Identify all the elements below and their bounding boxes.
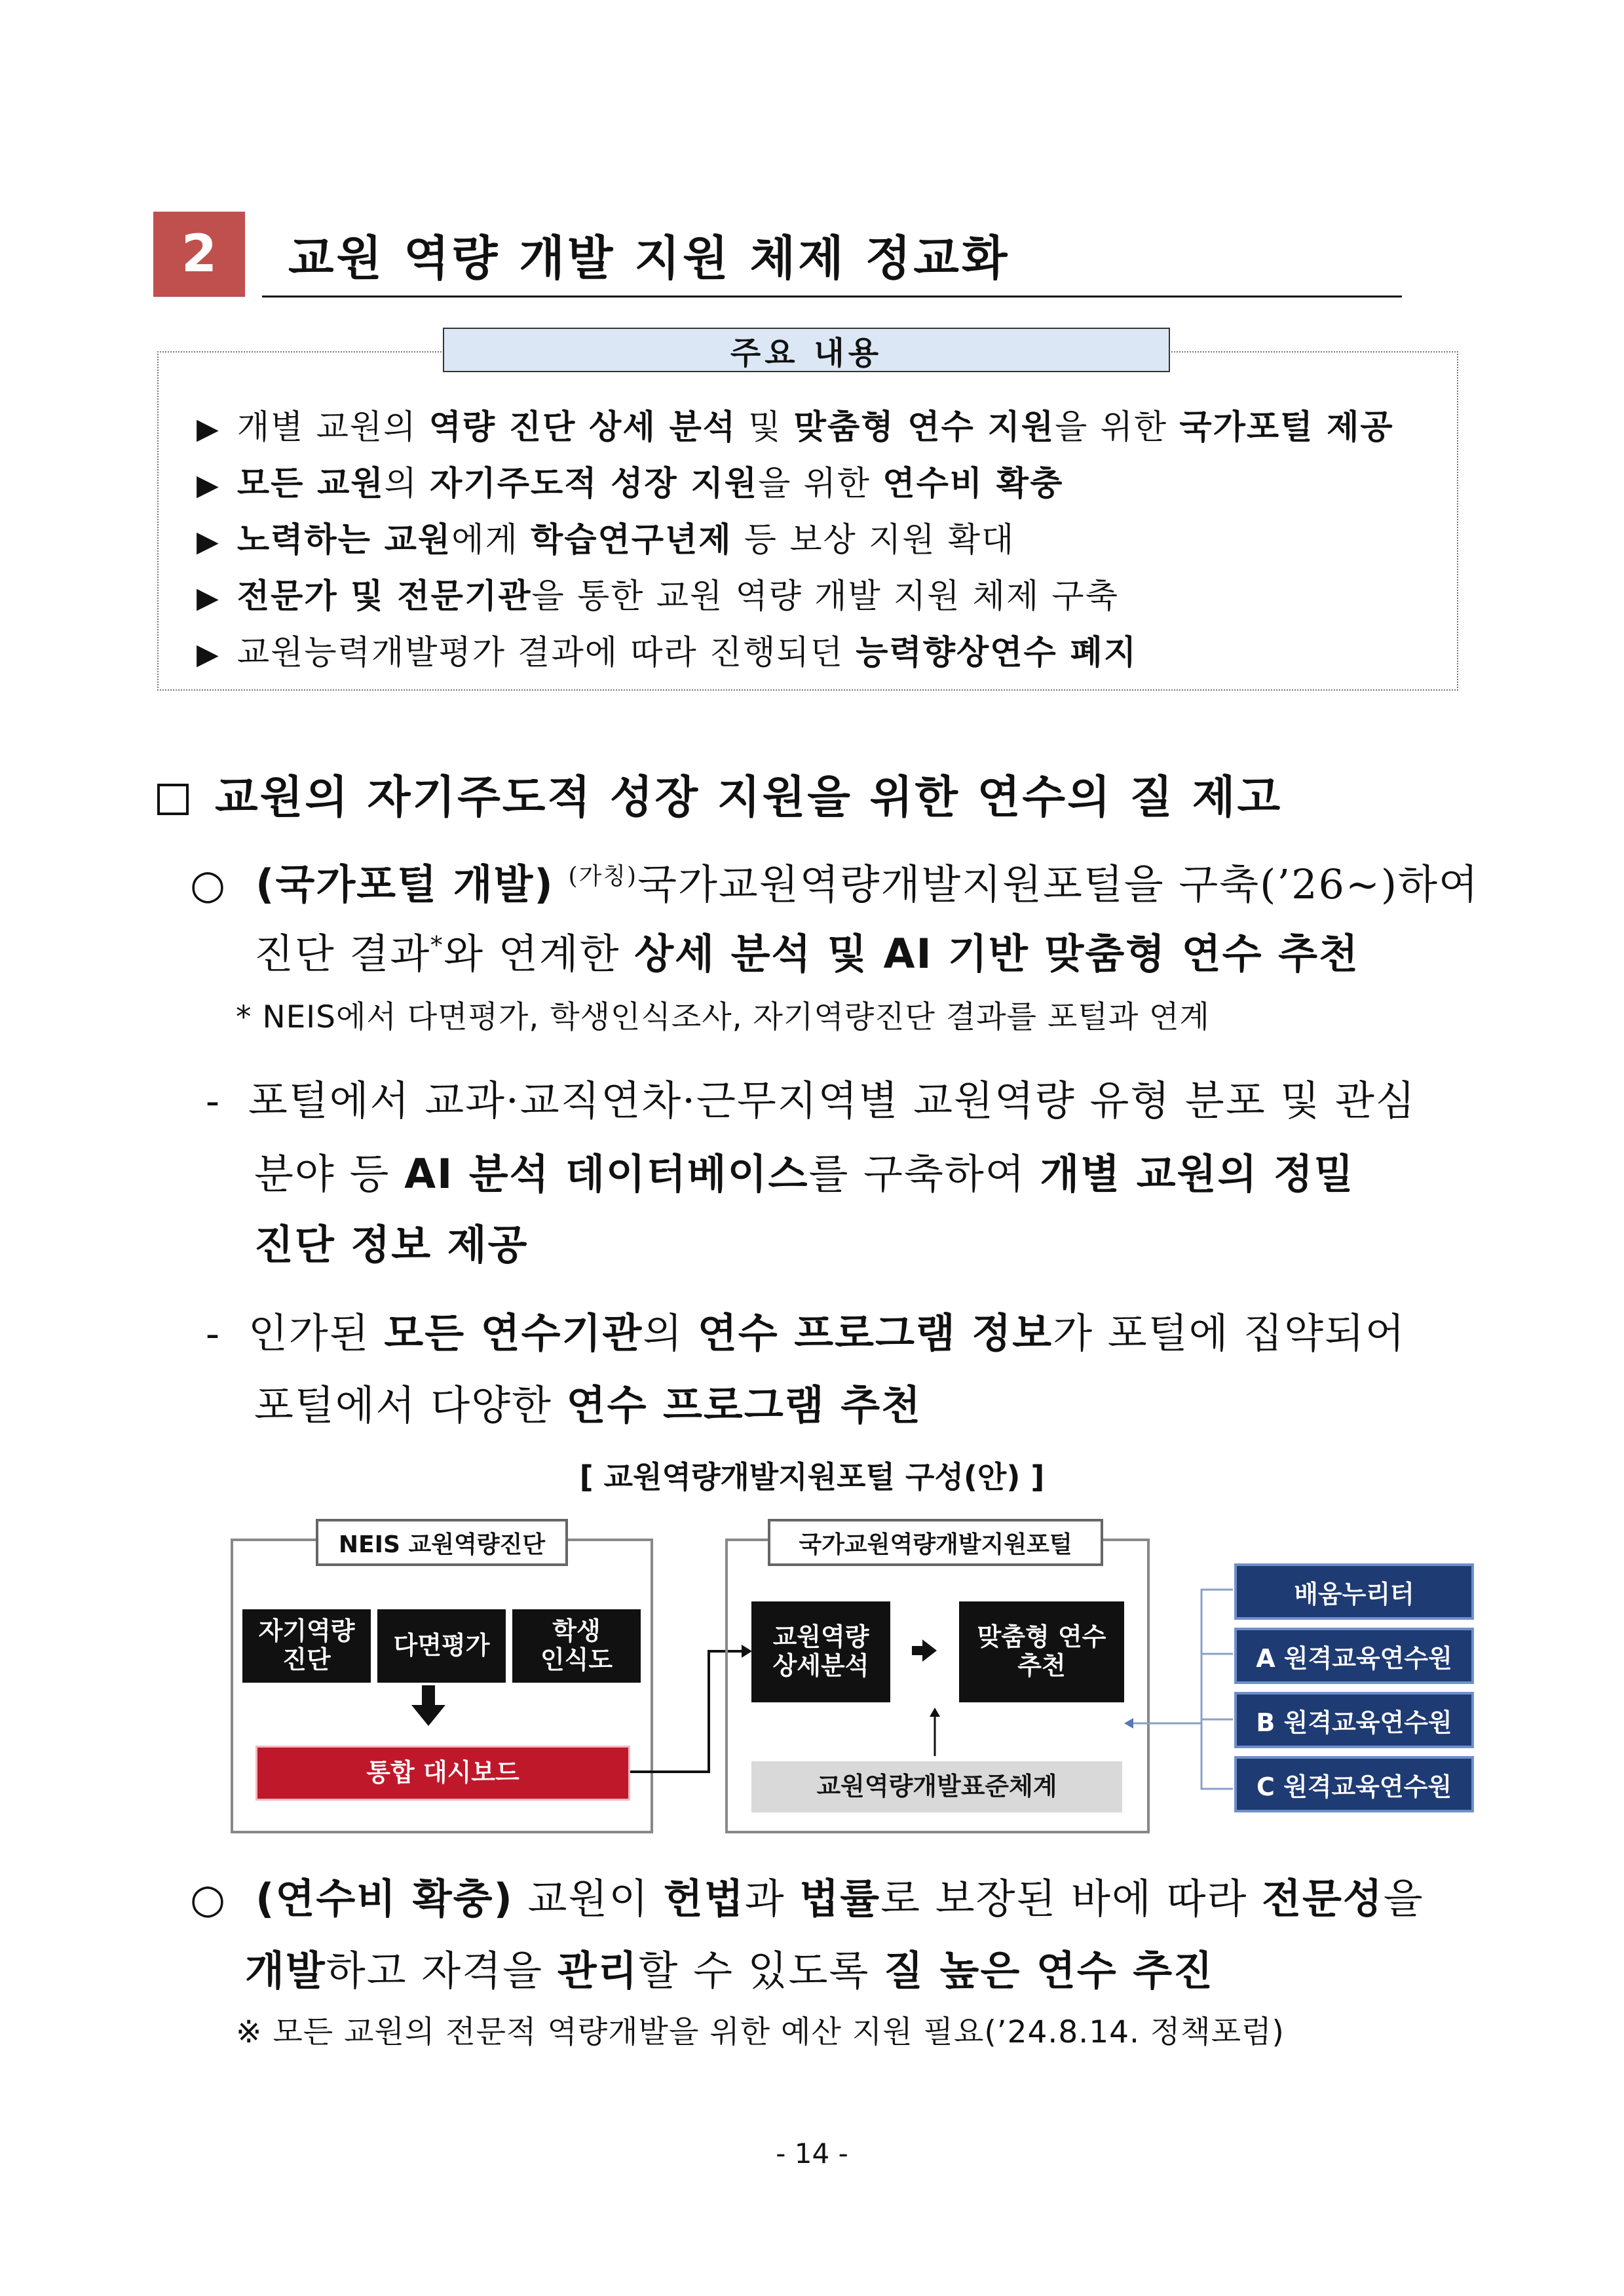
down-arrow-icon <box>409 1685 448 1727</box>
subsection-heading: 교원의 자기주도적 성장 지원을 위한 연수의 질 제고 <box>157 762 1282 826</box>
diagram-caption: [ 교원역량개발지원포털 구성(안) ] <box>579 1459 1045 1495</box>
para2-line2: 개발하고 자격을 관리할 수 있도록 질 높은 연수 추진 <box>245 1947 1215 1995</box>
triangle-bullet-icon: ▶ <box>197 469 220 502</box>
dash1-line2: 분야 등 AI 분석 데이터베이스를 구축하여 개별 교원의 정밀 <box>254 1150 1355 1198</box>
summary-item: ▶ 노력하는 교원에게 학습연구년제 등 보상 지원 확대 <box>197 521 1015 560</box>
dash2-line1: - 인가된 모든 연수기관의 연수 프로그램 정보가 포털에 집약되어 <box>206 1309 1406 1357</box>
summary-item: ▶ 전문가 및 전문기관을 통한 교원 역량 개발 지원 체제 구축 <box>197 577 1119 616</box>
provider-c: C 원격교육연수원 <box>1234 1756 1474 1812</box>
right-arrow-icon <box>912 1637 938 1666</box>
portal-diagram <box>231 1507 1475 1835</box>
dash1-line3: 진단 정보 제공 <box>254 1221 529 1269</box>
summary-item: ▶ 모든 교원의 자기주도적 성장 지원을 위한 연수비 확충 <box>197 465 1064 503</box>
provider-connector-icon <box>1122 1580 1239 1816</box>
summary-title: 주요 내용 <box>443 328 1170 372</box>
provider-baeumnuriteo: 배움누리터 <box>1234 1563 1474 1620</box>
standard-system-block: 교원역량개발표준체계 <box>751 1761 1122 1812</box>
triangle-bullet-icon: ▶ <box>197 412 220 446</box>
para2-line1: ○ (연수비 확충) 교원이 헌법과 법률로 보장된 바에 따라 전문성을 <box>190 1875 1424 1923</box>
para1-footnote: * NEIS에서 다면평가, 학생인식조사, 자기역량진단 결과를 포털과 연계 <box>236 999 1210 1035</box>
para2-footnote: ※ 모든 교원의 전문적 역량개발을 위한 예산 지원 필요(’24.8.14. 정책포럼) <box>236 2014 1285 2050</box>
provider-a: A 원격교육연수원 <box>1234 1628 1474 1684</box>
up-arrow-icon <box>925 1706 945 1756</box>
checkbox-square-icon <box>157 784 189 815</box>
recommend-block: 맞춤형 연수 추천 <box>959 1601 1124 1702</box>
summary-item: ▶ 개별 교원의 역량 진단 상세 분석 및 맞춤형 연수 지원을 위한 국가포털 제공 <box>197 408 1394 447</box>
neis-panel-title: NEIS 교원역량진단 <box>316 1519 568 1566</box>
dash2-line2: 포털에서 다양한 연수 프로그램 추천 <box>254 1381 922 1429</box>
integrated-dashboard: 통합 대시보드 <box>255 1746 630 1801</box>
analysis-block: 교원역량 상세분석 <box>751 1601 890 1702</box>
triangle-bullet-icon: ▶ <box>197 525 220 558</box>
section-number: 2 <box>153 212 245 297</box>
provider-b: B 원격교육연수원 <box>1234 1692 1474 1748</box>
para1-line2: 진단 결과*와 연계한 상세 분석 및 AI 기반 맞춤형 연수 추천 <box>254 930 1359 978</box>
summary-item: ▶ 교원능력개발평가 결과에 따라 진행되던 능력향상연수 폐지 <box>197 634 1138 672</box>
triangle-bullet-icon: ▶ <box>197 638 220 671</box>
multi-evaluation-block: 다면평가 <box>377 1609 506 1683</box>
triangle-bullet-icon: ▶ <box>197 581 220 615</box>
section-rule <box>262 296 1402 297</box>
self-diagnosis-block: 자기역량 진단 <box>242 1609 371 1683</box>
portal-panel-title: 국가교원역량개발지원포털 <box>768 1519 1103 1566</box>
section-title: 교원 역량 개발 지원 체제 정교화 <box>288 231 1010 286</box>
dash1-line1: - 포털에서 교과·교직연차·근무지역별 교원역량 유형 분포 및 관심 <box>206 1077 1416 1124</box>
page-number: - 14 - <box>776 2137 848 2170</box>
para1-line1: ○ (국가포털 개발) $^{(가칭)}$국가교원역량개발지원포털을 구축(’26~)하여 <box>190 860 1479 908</box>
student-perception-block: 학생 인식도 <box>512 1609 641 1683</box>
